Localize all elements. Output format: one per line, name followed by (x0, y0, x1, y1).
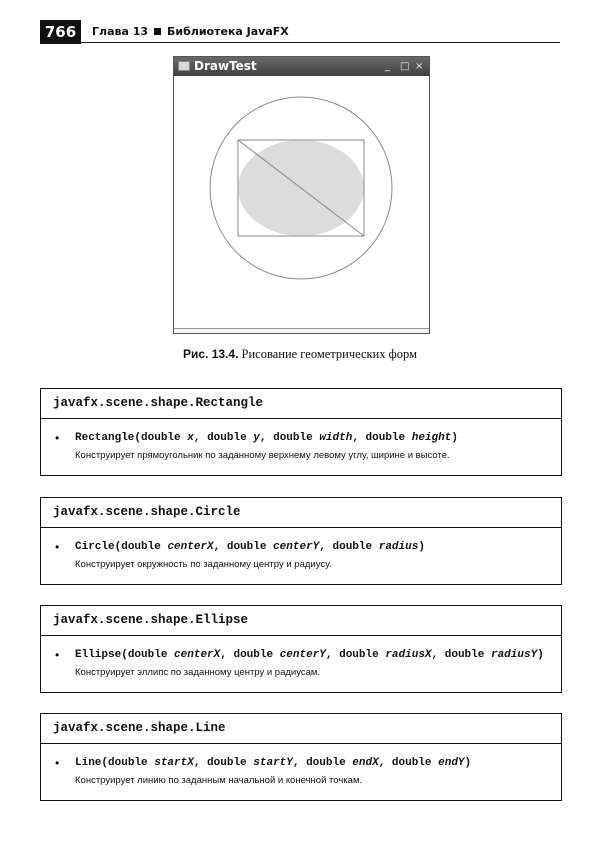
shapes-drawing (174, 76, 429, 328)
param-type: double (207, 432, 247, 444)
api-box-rectangle (40, 388, 562, 476)
figure-caption (0, 347, 600, 362)
constructor-name: Ellipse (75, 649, 122, 661)
param-name: startY (253, 757, 293, 769)
constructor-description: Конструирует окружность по заданному центру и радиусу. (75, 559, 332, 570)
param-name: endY (438, 757, 465, 769)
drawtest-window (173, 56, 430, 334)
constructor-description: Конструирует эллипс по заданному центру и радиусам. (75, 667, 321, 678)
bullet: • (55, 540, 60, 554)
bullet: • (55, 431, 60, 445)
param-name: endX (352, 757, 379, 769)
param-type: double (391, 757, 432, 769)
param-name: centerX (167, 541, 214, 553)
page-header (40, 20, 560, 44)
param-type: double (306, 757, 346, 769)
param-name: startX (154, 757, 194, 769)
param-type: double (207, 757, 247, 769)
param-type: double (339, 649, 379, 661)
param-name: y (253, 432, 260, 444)
param-type: double (141, 432, 181, 444)
api-class-name: javafx.scene.shape.Circle (41, 498, 561, 528)
api-box-ellipse (40, 605, 562, 693)
param-type: double (365, 432, 406, 444)
api-box-line (40, 713, 562, 801)
header-rule (81, 42, 560, 43)
square-bullet-icon (154, 28, 161, 35)
constructor-signature: Circle(double centerX, double centerY, double radius) (75, 541, 425, 553)
constructor-name: Rectangle (75, 432, 135, 444)
constructor-name: Circle (75, 541, 115, 553)
chapter-title: Библиотека JavaFX (167, 25, 289, 38)
api-class-name: javafx.scene.shape.Line (41, 714, 561, 744)
figure-label: Рис. 13.4. (182, 347, 239, 361)
bullet: • (55, 648, 60, 662)
minimize-icon[interactable]: _ (385, 61, 390, 72)
figure-caption-text: Рисование геометрических форм (241, 347, 417, 361)
api-entry (41, 528, 561, 584)
param-name: radius (378, 541, 419, 553)
param-type: double (121, 541, 161, 553)
param-type: double (108, 757, 148, 769)
param-name: height (411, 432, 452, 444)
app-window-icon (178, 61, 190, 71)
param-type: double (332, 541, 373, 553)
param-type: double (444, 649, 485, 661)
api-box-circle (40, 497, 562, 585)
constructor-signature: Line(double startX, double startY, double endX, double endY) (75, 757, 472, 769)
api-entry (41, 744, 561, 800)
running-head (92, 20, 289, 44)
close-icon[interactable]: × (415, 61, 424, 72)
param-name: radiusY (490, 649, 538, 661)
chapter-label: Глава 13 (92, 25, 149, 38)
param-name: x (187, 432, 194, 444)
api-class-name: javafx.scene.shape.Rectangle (41, 389, 561, 419)
window-titlebar[interactable] (174, 57, 429, 76)
constructor-signature: Ellipse(double centerX, double centerY, double radiusX, double radiusY) (75, 649, 544, 661)
param-type: double (226, 541, 267, 553)
param-type: double (233, 649, 274, 661)
api-entry (41, 636, 561, 692)
constructor-signature: Rectangle(double x, double y, double width, double height) (75, 432, 458, 444)
param-name: centerY (273, 541, 320, 553)
param-type: double (273, 432, 313, 444)
param-type: double (127, 649, 168, 661)
param-name: width (319, 432, 353, 444)
constructor-name: Line (75, 757, 102, 769)
constructor-description: Конструирует линию по заданным начальной и конечной точкам. (75, 775, 363, 786)
api-class-name: javafx.scene.shape.Ellipse (41, 606, 561, 636)
param-name: centerY (279, 649, 326, 661)
param-name: radiusX (385, 649, 432, 661)
constructor-description: Конструирует прямоугольник по заданному верхнему левому углу, ширине и высоте. (75, 450, 450, 461)
api-entry (41, 419, 561, 475)
window-bottom-edge (174, 328, 429, 333)
bullet: • (55, 756, 60, 770)
drawing-canvas (174, 76, 429, 328)
maximize-icon[interactable]: □ (400, 61, 410, 72)
page-number: 766 (40, 20, 81, 44)
window-title: DrawTest (194, 59, 257, 73)
param-name: centerX (174, 649, 221, 661)
